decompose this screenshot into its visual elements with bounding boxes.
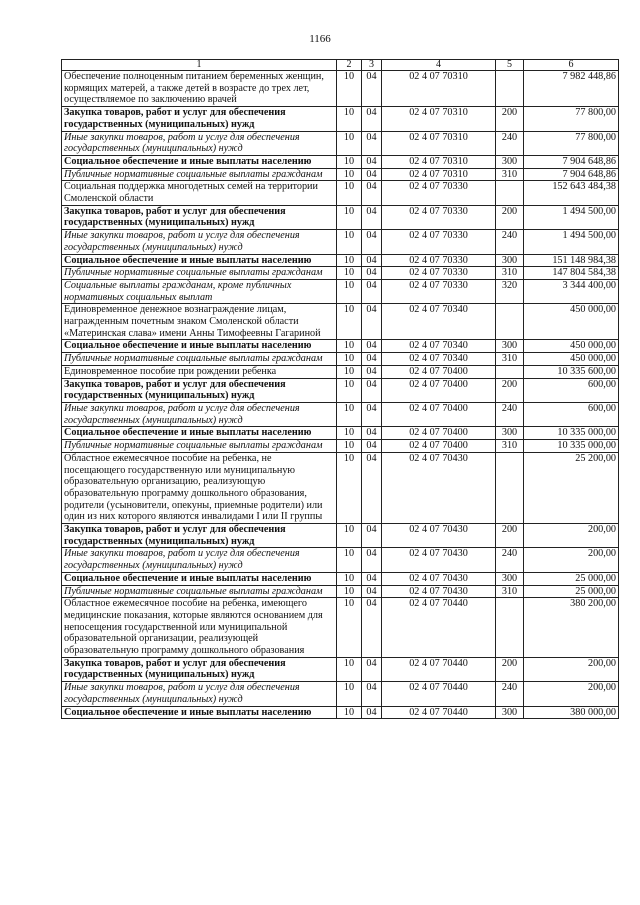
row-amount-cell: 7 904 648,86 xyxy=(524,155,619,168)
row-expense-type-cell: 320 xyxy=(496,279,524,303)
row-name-cell: Закупка товаров, работ и услуг для обеспечения государственных (муниципальных) нужд xyxy=(62,107,337,131)
row-amount-cell: 10 335 600,00 xyxy=(524,365,619,378)
row-expense-type-cell: 240 xyxy=(496,230,524,254)
row-expense-type-cell: 240 xyxy=(496,402,524,426)
row-target-article-cell: 02 4 07 70440 xyxy=(382,598,496,658)
row-expense-type-cell: 240 xyxy=(496,682,524,706)
column-header-5: 5 xyxy=(496,60,524,71)
row-name-cell: Закупка товаров, работ и услуг для обеспечения государственных (муниципальных) нужд xyxy=(62,378,337,402)
row-amount-cell: 200,00 xyxy=(524,524,619,548)
row-target-article-cell: 02 4 07 70330 xyxy=(382,279,496,303)
table-row xyxy=(62,279,619,303)
table-row xyxy=(62,205,619,229)
row-expense-type-cell: 300 xyxy=(496,706,524,719)
row-amount-cell: 25 000,00 xyxy=(524,572,619,585)
row-amount-cell: 450 000,00 xyxy=(524,304,619,340)
row-name-cell: Областное ежемесячное пособие на ребенка, имеющего медицинские показания, которые являются основанием для непосещения государственной или муниципальной образовательной организации, реализующей образовательную программу дошкольного образования xyxy=(62,598,337,658)
table-row xyxy=(62,254,619,267)
row-amount-cell: 1 494 500,00 xyxy=(524,205,619,229)
row-expense-type-cell: 300 xyxy=(496,340,524,353)
row-name-cell: Публичные нормативные социальные выплаты гражданам xyxy=(62,440,337,453)
row-amount-cell: 450 000,00 xyxy=(524,340,619,353)
row-amount-cell: 380 200,00 xyxy=(524,598,619,658)
table-row xyxy=(62,181,619,205)
row-section-cell: 10 xyxy=(337,304,362,340)
table-row xyxy=(62,304,619,340)
row-subsection-cell: 04 xyxy=(362,548,382,572)
row-target-article-cell: 02 4 07 70440 xyxy=(382,706,496,719)
row-section-cell: 10 xyxy=(337,524,362,548)
row-target-article-cell: 02 4 07 70400 xyxy=(382,402,496,426)
row-section-cell: 10 xyxy=(337,427,362,440)
row-amount-cell: 1 494 500,00 xyxy=(524,230,619,254)
row-subsection-cell: 04 xyxy=(362,205,382,229)
table-row xyxy=(62,131,619,155)
row-expense-type-cell: 240 xyxy=(496,548,524,572)
row-target-article-cell: 02 4 07 70430 xyxy=(382,572,496,585)
row-subsection-cell: 04 xyxy=(362,598,382,658)
row-name-cell: Иные закупки товаров, работ и услуг для обеспечения государственных (муниципальных) нужд xyxy=(62,682,337,706)
row-section-cell: 10 xyxy=(337,107,362,131)
table-row xyxy=(62,440,619,453)
row-target-article-cell: 02 4 07 70330 xyxy=(382,254,496,267)
row-name-cell: Закупка товаров, работ и услуг для обеспечения государственных (муниципальных) нужд xyxy=(62,657,337,681)
row-name-cell: Социальное обеспечение и иные выплаты населению xyxy=(62,340,337,353)
row-section-cell: 10 xyxy=(337,572,362,585)
row-expense-type-cell xyxy=(496,365,524,378)
row-target-article-cell: 02 4 07 70430 xyxy=(382,585,496,598)
table-row xyxy=(62,267,619,280)
table-row xyxy=(62,452,619,523)
row-subsection-cell: 04 xyxy=(362,131,382,155)
row-section-cell: 10 xyxy=(337,452,362,523)
row-target-article-cell: 02 4 07 70340 xyxy=(382,353,496,366)
row-name-cell: Иные закупки товаров, работ и услуг для обеспечения государственных (муниципальных) нужд xyxy=(62,402,337,426)
row-name-cell: Социальная поддержка многодетных семей на территории Смоленской области xyxy=(62,181,337,205)
row-subsection-cell: 04 xyxy=(362,657,382,681)
row-section-cell: 10 xyxy=(337,181,362,205)
table-row xyxy=(62,524,619,548)
row-target-article-cell: 02 4 07 70430 xyxy=(382,524,496,548)
row-name-cell: Иные закупки товаров, работ и услуг для обеспечения государственных (муниципальных) нужд xyxy=(62,548,337,572)
row-amount-cell: 450 000,00 xyxy=(524,353,619,366)
row-subsection-cell: 04 xyxy=(362,402,382,426)
row-section-cell: 10 xyxy=(337,598,362,658)
row-subsection-cell: 04 xyxy=(362,267,382,280)
row-subsection-cell: 04 xyxy=(362,427,382,440)
row-expense-type-cell: 300 xyxy=(496,572,524,585)
row-section-cell: 10 xyxy=(337,131,362,155)
row-expense-type-cell: 300 xyxy=(496,427,524,440)
column-header-2: 2 xyxy=(337,60,362,71)
row-amount-cell: 200,00 xyxy=(524,657,619,681)
row-target-article-cell: 02 4 07 70330 xyxy=(382,181,496,205)
row-expense-type-cell: 310 xyxy=(496,168,524,181)
row-name-cell: Социальные выплаты гражданам, кроме публичных нормативных социальных выплат xyxy=(62,279,337,303)
row-subsection-cell: 04 xyxy=(362,107,382,131)
table-row xyxy=(62,682,619,706)
row-name-cell: Публичные нормативные социальные выплаты гражданам xyxy=(62,585,337,598)
table-row xyxy=(62,168,619,181)
row-name-cell: Социальное обеспечение и иные выплаты населению xyxy=(62,254,337,267)
row-expense-type-cell xyxy=(496,452,524,523)
row-section-cell: 10 xyxy=(337,440,362,453)
table-row xyxy=(62,230,619,254)
row-subsection-cell: 04 xyxy=(362,279,382,303)
row-target-article-cell: 02 4 07 70330 xyxy=(382,230,496,254)
row-section-cell: 10 xyxy=(337,71,362,107)
table-row xyxy=(62,340,619,353)
row-amount-cell: 3 344 400,00 xyxy=(524,279,619,303)
row-name-cell: Иные закупки товаров, работ и услуг для обеспечения государственных (муниципальных) нужд xyxy=(62,230,337,254)
row-expense-type-cell: 240 xyxy=(496,131,524,155)
row-target-article-cell: 02 4 07 70310 xyxy=(382,155,496,168)
row-target-article-cell: 02 4 07 70330 xyxy=(382,267,496,280)
row-name-cell: Социальное обеспечение и иные выплаты населению xyxy=(62,155,337,168)
row-subsection-cell: 04 xyxy=(362,168,382,181)
table-row xyxy=(62,378,619,402)
row-section-cell: 10 xyxy=(337,267,362,280)
row-amount-cell: 600,00 xyxy=(524,378,619,402)
row-expense-type-cell: 300 xyxy=(496,254,524,267)
row-name-cell: Закупка товаров, работ и услуг для обеспечения государственных (муниципальных) нужд xyxy=(62,524,337,548)
row-section-cell: 10 xyxy=(337,230,362,254)
row-section-cell: 10 xyxy=(337,365,362,378)
table-row xyxy=(62,107,619,131)
column-number-header-row xyxy=(62,60,619,71)
row-expense-type-cell xyxy=(496,598,524,658)
table-row xyxy=(62,572,619,585)
row-amount-cell: 200,00 xyxy=(524,548,619,572)
row-amount-cell: 147 804 584,38 xyxy=(524,267,619,280)
row-amount-cell: 600,00 xyxy=(524,402,619,426)
row-target-article-cell: 02 4 07 70430 xyxy=(382,548,496,572)
row-subsection-cell: 04 xyxy=(362,353,382,366)
row-subsection-cell: 04 xyxy=(362,572,382,585)
row-section-cell: 10 xyxy=(337,254,362,267)
row-subsection-cell: 04 xyxy=(362,155,382,168)
row-target-article-cell: 02 4 07 70440 xyxy=(382,682,496,706)
row-name-cell: Социальное обеспечение и иные выплаты населению xyxy=(62,706,337,719)
row-expense-type-cell: 200 xyxy=(496,107,524,131)
row-expense-type-cell: 200 xyxy=(496,524,524,548)
row-target-article-cell: 02 4 07 70310 xyxy=(382,71,496,107)
row-section-cell: 10 xyxy=(337,279,362,303)
row-section-cell: 10 xyxy=(337,548,362,572)
row-amount-cell: 152 643 484,38 xyxy=(524,181,619,205)
row-name-cell: Областное ежемесячное пособие на ребенка, не посещающего государственную или муниципальную образовательную организацию, реализующую образовательную программу дошкольного образования, родители (усыновители, опекуны, приемные родители) или один из них которого являются инвалидами I или II группы xyxy=(62,452,337,523)
table-row xyxy=(62,365,619,378)
row-amount-cell: 7 982 448,86 xyxy=(524,71,619,107)
row-name-cell: Иные закупки товаров, работ и услуг для обеспечения государственных (муниципальных) нужд xyxy=(62,131,337,155)
row-expense-type-cell: 310 xyxy=(496,440,524,453)
row-target-article-cell: 02 4 07 70340 xyxy=(382,340,496,353)
row-target-article-cell: 02 4 07 70440 xyxy=(382,657,496,681)
row-name-cell: Публичные нормативные социальные выплаты гражданам xyxy=(62,168,337,181)
row-target-article-cell: 02 4 07 70310 xyxy=(382,107,496,131)
row-expense-type-cell: 200 xyxy=(496,378,524,402)
row-expense-type-cell: 310 xyxy=(496,353,524,366)
row-section-cell: 10 xyxy=(337,682,362,706)
row-target-article-cell: 02 4 07 70340 xyxy=(382,304,496,340)
table-row xyxy=(62,155,619,168)
table-row xyxy=(62,71,619,107)
row-subsection-cell: 04 xyxy=(362,378,382,402)
row-subsection-cell: 04 xyxy=(362,365,382,378)
row-expense-type-cell xyxy=(496,181,524,205)
row-expense-type-cell xyxy=(496,71,524,107)
row-section-cell: 10 xyxy=(337,168,362,181)
row-name-cell: Социальное обеспечение и иные выплаты населению xyxy=(62,427,337,440)
row-name-cell: Обеспечение полноценным питанием беременных женщин, кормящих матерей, а также детей в возрасте до трех лет, осуществляемое по заключению врачей xyxy=(62,71,337,107)
row-subsection-cell: 04 xyxy=(362,71,382,107)
row-amount-cell: 200,00 xyxy=(524,682,619,706)
row-section-cell: 10 xyxy=(337,378,362,402)
table-row xyxy=(62,598,619,658)
row-expense-type-cell: 200 xyxy=(496,657,524,681)
row-name-cell: Единовременное пособие при рождении ребенка xyxy=(62,365,337,378)
table-row xyxy=(62,706,619,719)
row-expense-type-cell: 310 xyxy=(496,585,524,598)
budget-table-body xyxy=(62,60,619,719)
column-header-1: 1 xyxy=(62,60,337,71)
row-subsection-cell: 04 xyxy=(362,304,382,340)
row-name-cell: Социальное обеспечение и иные выплаты населению xyxy=(62,572,337,585)
column-header-4: 4 xyxy=(382,60,496,71)
row-amount-cell: 7 904 648,86 xyxy=(524,168,619,181)
row-subsection-cell: 04 xyxy=(362,706,382,719)
row-amount-cell: 151 148 984,38 xyxy=(524,254,619,267)
row-amount-cell: 380 000,00 xyxy=(524,706,619,719)
table-row xyxy=(62,353,619,366)
row-section-cell: 10 xyxy=(337,155,362,168)
row-subsection-cell: 04 xyxy=(362,254,382,267)
row-expense-type-cell xyxy=(496,304,524,340)
row-section-cell: 10 xyxy=(337,402,362,426)
row-expense-type-cell: 300 xyxy=(496,155,524,168)
table-row xyxy=(62,585,619,598)
row-target-article-cell: 02 4 07 70330 xyxy=(382,205,496,229)
row-section-cell: 10 xyxy=(337,657,362,681)
page-number: 1166 xyxy=(309,33,331,45)
row-subsection-cell: 04 xyxy=(362,452,382,523)
row-subsection-cell: 04 xyxy=(362,181,382,205)
table-row xyxy=(62,427,619,440)
row-name-cell: Закупка товаров, работ и услуг для обеспечения государственных (муниципальных) нужд xyxy=(62,205,337,229)
row-target-article-cell: 02 4 07 70310 xyxy=(382,131,496,155)
row-subsection-cell: 04 xyxy=(362,682,382,706)
row-expense-type-cell: 200 xyxy=(496,205,524,229)
row-subsection-cell: 04 xyxy=(362,230,382,254)
row-name-cell: Публичные нормативные социальные выплаты гражданам xyxy=(62,267,337,280)
row-amount-cell: 25 200,00 xyxy=(524,452,619,523)
row-section-cell: 10 xyxy=(337,585,362,598)
row-amount-cell: 77 800,00 xyxy=(524,131,619,155)
row-subsection-cell: 04 xyxy=(362,340,382,353)
row-name-cell: Единовременное денежное вознаграждение лицам, награжденным почетным знаком Смоленской области «Материнская слава» имени Анны Тимофеевны Гагариной xyxy=(62,304,337,340)
row-target-article-cell: 02 4 07 70400 xyxy=(382,378,496,402)
row-subsection-cell: 04 xyxy=(362,585,382,598)
table-row xyxy=(62,657,619,681)
row-target-article-cell: 02 4 07 70400 xyxy=(382,427,496,440)
row-target-article-cell: 02 4 07 70400 xyxy=(382,365,496,378)
column-header-3: 3 xyxy=(362,60,382,71)
row-subsection-cell: 04 xyxy=(362,524,382,548)
table-row xyxy=(62,402,619,426)
budget-table xyxy=(61,59,619,719)
row-target-article-cell: 02 4 07 70430 xyxy=(382,452,496,523)
row-target-article-cell: 02 4 07 70400 xyxy=(382,440,496,453)
row-section-cell: 10 xyxy=(337,205,362,229)
row-target-article-cell: 02 4 07 70310 xyxy=(382,168,496,181)
row-section-cell: 10 xyxy=(337,706,362,719)
column-header-6: 6 xyxy=(524,60,619,71)
table-row xyxy=(62,548,619,572)
row-amount-cell: 25 000,00 xyxy=(524,585,619,598)
row-expense-type-cell: 310 xyxy=(496,267,524,280)
row-section-cell: 10 xyxy=(337,353,362,366)
row-amount-cell: 10 335 000,00 xyxy=(524,440,619,453)
row-section-cell: 10 xyxy=(337,340,362,353)
row-amount-cell: 77 800,00 xyxy=(524,107,619,131)
row-amount-cell: 10 335 000,00 xyxy=(524,427,619,440)
row-name-cell: Публичные нормативные социальные выплаты гражданам xyxy=(62,353,337,366)
row-subsection-cell: 04 xyxy=(362,440,382,453)
